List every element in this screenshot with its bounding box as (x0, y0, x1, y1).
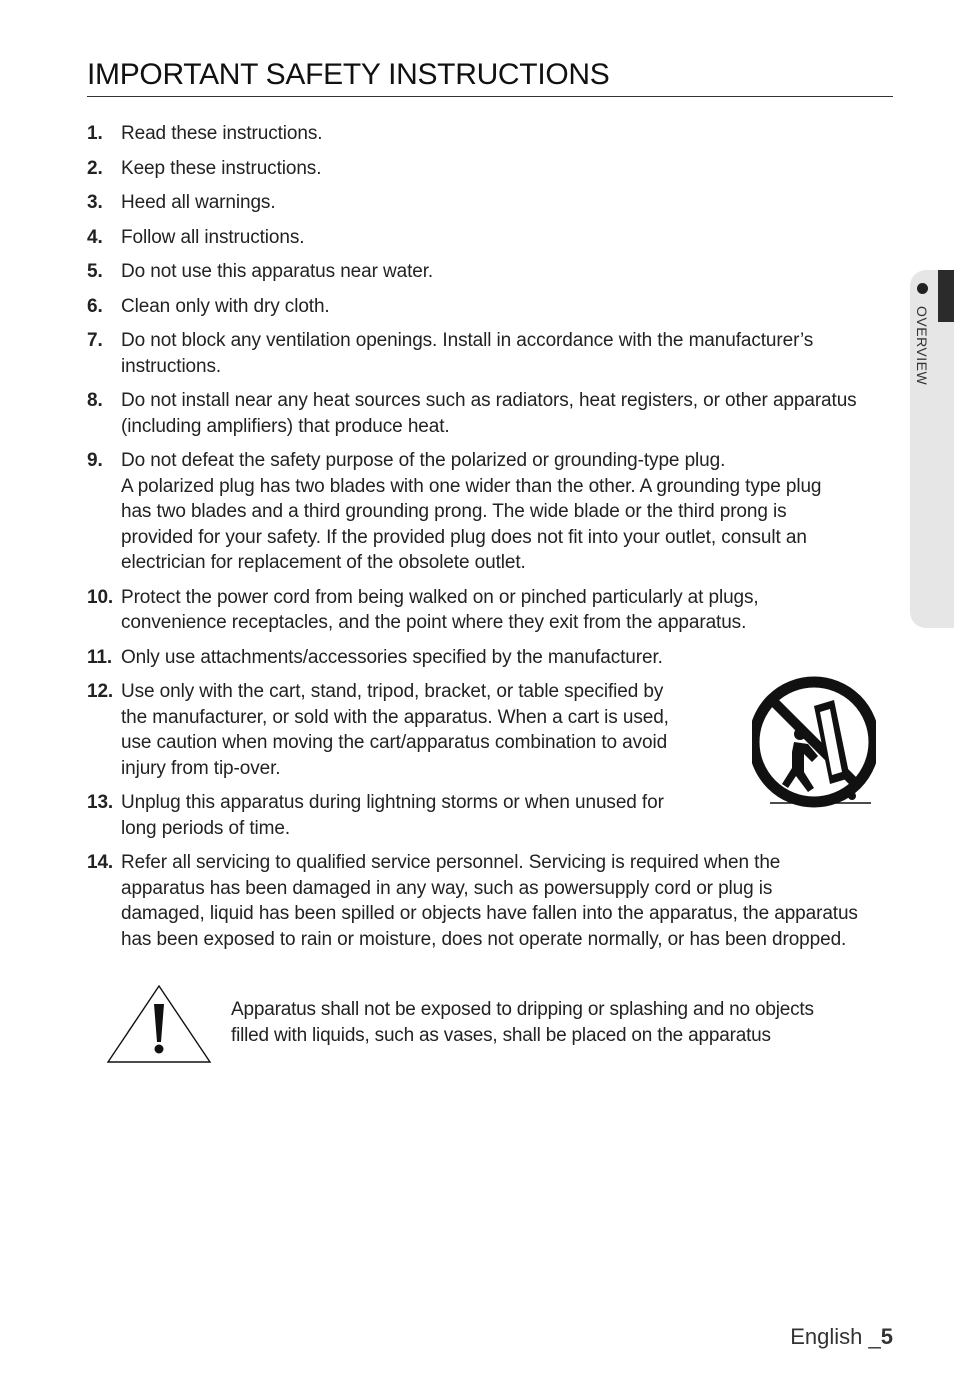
item-number: 14. (87, 852, 114, 873)
page-number: 5 (880, 1324, 893, 1349)
list-item (87, 156, 895, 182)
item-text-line: the manufacturer, or sold with the apparatus. When a cart is used, (121, 706, 669, 728)
item-text-line: Do not use this apparatus near water. (121, 261, 434, 282)
item-text-line: Do not block any ventilation openings. Install in accordance with the manufacturer’s (121, 330, 814, 351)
item-text-line: Read these instructions. (121, 123, 323, 144)
item-text-line: (including amplifiers) that produce heat. (121, 415, 450, 437)
list-item (87, 388, 895, 439)
item-text-line: electrician for replacement of the obsolete outlet. (121, 552, 526, 573)
item-text-line: convenience receptacles, and the point where they exit from the apparatus. (121, 612, 747, 633)
side-tab-label: OVERVIEW (914, 306, 930, 386)
side-tab-indicator (938, 270, 954, 322)
item-number: 3. (87, 192, 103, 213)
list-item (87, 225, 895, 251)
item-number: 1. (87, 123, 103, 144)
item-text-line: Unplug this apparatus during lightning storms or when unused for (121, 792, 664, 813)
item-number: 4. (87, 226, 103, 248)
item-text-line: Heed all warnings. (121, 192, 276, 213)
list-item (87, 645, 895, 671)
list-item (87, 328, 895, 379)
item-text-line: Do not defeat the safety purpose of the polarized or grounding-type plug. (121, 450, 726, 471)
item-text-line: long periods of time. (121, 817, 290, 839)
item-number: 8. (87, 390, 103, 411)
item-text-line: has two blades and a third grounding prong. The wide blade or the third prong is (121, 501, 787, 522)
item-text-line: Use only with the cart, stand, tripod, bracket, or table specified by (121, 681, 664, 702)
footer-language: English _ (790, 1324, 881, 1349)
item-text-line: damaged, liquid has been spilled or objects have fallen into the apparatus, the apparatus (121, 903, 858, 924)
item-text-line: Refer all servicing to qualified service personnel. Servicing is required when the (121, 852, 781, 873)
list-item (87, 121, 895, 147)
item-text-line: Only use attachments/accessories specified by the manufacturer. (121, 646, 663, 668)
item-number: 9. (87, 450, 103, 471)
page-footer (790, 1324, 893, 1350)
item-number: 11. (87, 646, 113, 668)
list-item (87, 190, 895, 216)
item-number: 5. (87, 261, 103, 282)
item-text-line: provided for your safety. If the provided plug does not fit into your outlet, consult an (121, 526, 807, 548)
item-text-line: Clean only with dry cloth. (121, 295, 330, 317)
page-title: IMPORTANT SAFETY INSTRUCTIONS (87, 56, 893, 97)
item-text-line: Keep these instructions. (121, 157, 322, 179)
list-item (87, 850, 895, 952)
item-text-line: injury from tip-over. (121, 757, 281, 779)
item-text-line: apparatus has been damaged in any way, such as powersupply cord or plug is (121, 877, 773, 899)
list-item (87, 259, 895, 285)
item-text-line: use caution when moving the cart/apparatus combination to avoid (121, 732, 668, 753)
bullet-dot-icon (917, 283, 928, 294)
item-number: 13. (87, 792, 114, 813)
item-text-line: Follow all instructions. (121, 226, 305, 248)
item-number: 7. (87, 330, 103, 351)
list-item (87, 585, 895, 636)
item-text-line: has been exposed to rain or moisture, does not operate normally, or has been dropped. (121, 928, 847, 950)
item-number: 10. (87, 586, 114, 608)
warning-text (231, 997, 871, 1049)
item-number: 2. (87, 157, 103, 179)
item-number: 6. (87, 295, 103, 317)
item-text-line: Protect the power cord from being walked on or pinched particularly at plugs, (121, 586, 759, 608)
warning-text-line: filled with liquids, such as vases, shall be placed on the apparatus (231, 1025, 771, 1046)
instructions-list (87, 121, 895, 961)
warning-text-line: Apparatus shall not be exposed to dripping or splashing and no objects (231, 999, 814, 1020)
warning-triangle-icon (106, 984, 212, 1064)
item-text-line: A polarized plug has two blades with one wider than the other. A grounding type plug (121, 475, 822, 497)
item-number: 12. (87, 681, 114, 702)
list-item (87, 448, 895, 576)
cart-tipover-warning-icon (752, 672, 876, 810)
list-item (87, 294, 895, 320)
item-text-line: instructions. (121, 355, 222, 377)
item-text-line: Do not install near any heat sources such as radiators, heat registers, or other apparatus (121, 390, 857, 411)
